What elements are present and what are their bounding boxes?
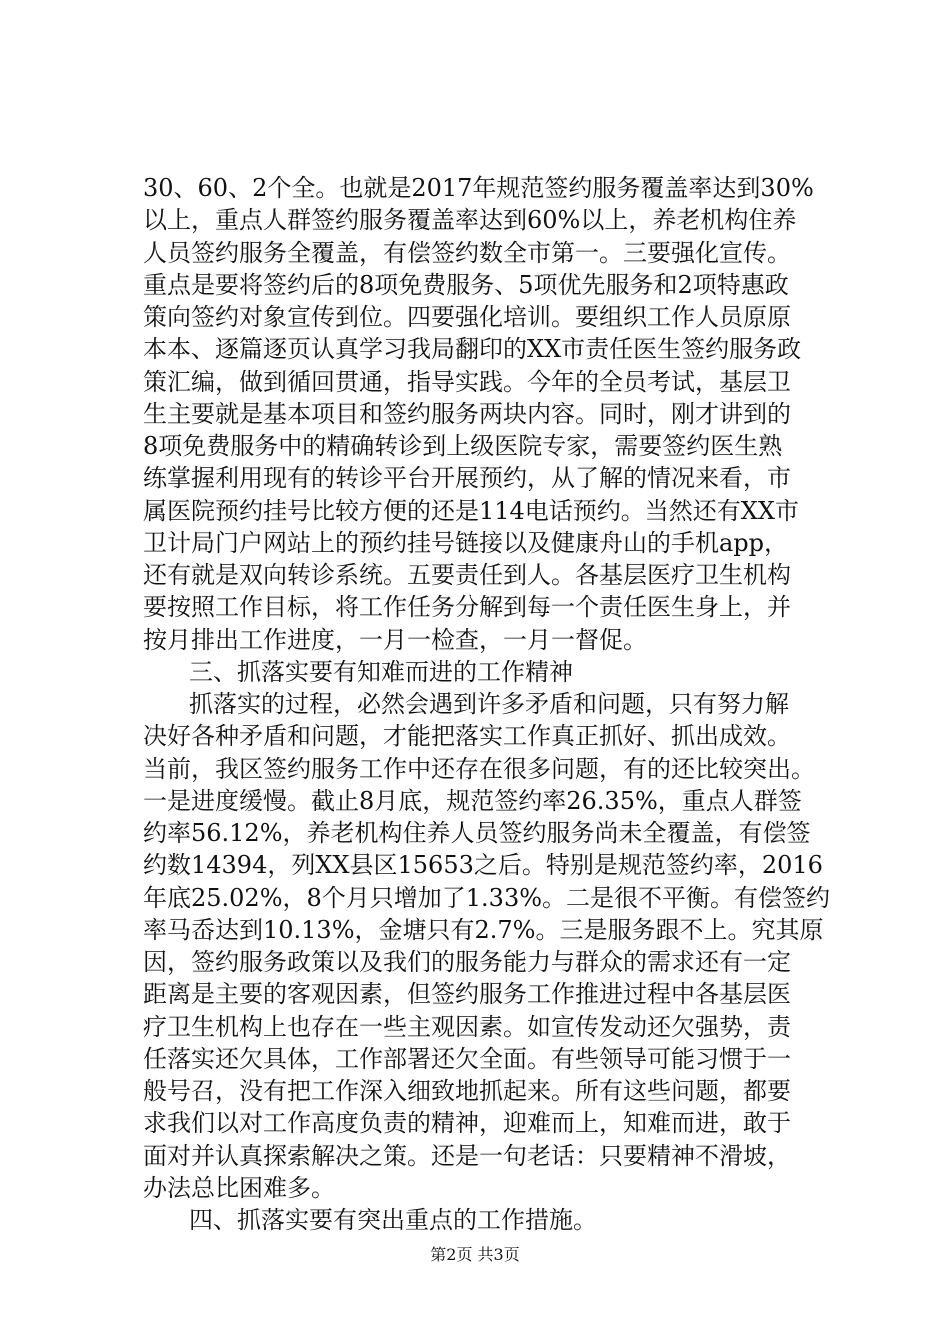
text-line: 策向签约对象宣传到位。四要强化培训。要组织工作人员原原 xyxy=(143,303,791,331)
text-line: 重点是要将签约后的8项免费服务、5项优先服务和2项特惠政 xyxy=(143,270,789,299)
text-line: 卫计局门户网站上的预约挂号链接以及健康舟山的手机app， xyxy=(143,528,789,557)
text-line: 决好各种矛盾和问题，才能把落实工作真正抓好、抓出成效。 xyxy=(143,722,791,751)
text-line: 四、抓落实要有突出重点的工作措施。 xyxy=(189,1206,597,1234)
text-line: 任落实还欠具体，工作部署还欠全面。有些领导可能习惯于一 xyxy=(143,1044,791,1073)
text-line: 还有就是双向转诊系统。五要责任到人。各基层医疗卫生机构 xyxy=(143,561,791,589)
text-line: 面对并认真探索解决之策。还是一句老话：只要精神不滑坡， xyxy=(143,1141,791,1170)
text-line: 办法总比困难多。 xyxy=(143,1173,335,1202)
text-line: 人员签约服务全覆盖，有偿签约数全市第一。三要强化宣传。 xyxy=(143,238,791,267)
page-footer: 第2页 共3页 xyxy=(430,1245,520,1264)
text-line: 30、60、2个全。也就是2017年规范签约服务覆盖率达到30% xyxy=(143,174,814,202)
text-line: 约率56.12%，养老机构住养人员签约服务尚未全覆盖，有偿签 xyxy=(143,819,811,847)
text-line: 抓落实的过程，必然会遇到许多矛盾和问题，只有努力解 xyxy=(189,690,789,718)
text-line: 一是进度缓慢。截止8月底，规范签约率26.35%，重点人群签 xyxy=(143,786,802,815)
text-line: 般号召，没有把工作深入细致地抓起来。所有这些问题，都要 xyxy=(143,1077,791,1105)
text-line: 疗卫生机构上也存在一些主观因素。如宣传发动还欠强势，责 xyxy=(143,1012,791,1041)
text-line: 因，签约服务政策以及我们的服务能力与群众的需求还有一定 xyxy=(143,948,791,976)
text-line: 按月排出工作进度，一月一检查，一月一督促。 xyxy=(143,625,647,654)
text-line: 策汇编，做到循回贯通，指导实践。今年的全员考试，基层卫 xyxy=(143,367,791,396)
text-line: 属医院预约挂号比较方便的还是114电话预约。当然还有XX市 xyxy=(143,496,799,525)
document-body xyxy=(143,172,863,1236)
text-line: 要按照工作目标，将工作任务分解到每一个责任医生身上，并 xyxy=(143,593,791,622)
text-line: 求我们以对工作高度负责的精神，迎难而上，知难而进，敢于 xyxy=(143,1109,791,1138)
text-line: 三、抓落实要有知难而进的工作精神 xyxy=(189,657,573,686)
text-line: 年底25.02%，8个月只增加了1.33%。二是很不平衡。有偿签约 xyxy=(143,883,831,912)
text-line: 8项免费服务中的精确转诊到上级医院专家，需要签约医生熟 xyxy=(143,432,783,460)
text-line: 距离是主要的客观因素，但签约服务工作推进过程中各基层医 xyxy=(143,980,791,1009)
text-line: 当前，我区签约服务工作中还存在很多问题，有的还比较突出。 xyxy=(143,754,815,783)
text-line: 以上，重点人群签约服务覆盖率达到60%以上，养老机构住养 xyxy=(143,206,797,235)
text-line: 约数14394，列XX县区15653之后。特别是规范签约率，2016 xyxy=(143,851,823,880)
text-line: 率马岙达到10.13%，金塘只有2.7%。三是服务跟不上。究其原 xyxy=(143,915,824,944)
text-line: 本本、逐篇逐页认真学习我局翻印的XX市责任医生签约服务政 xyxy=(143,335,802,364)
text-line: 练掌握利用现有的转诊平台开展预约，从了解的情况来看，市 xyxy=(143,464,791,493)
text-line: 生主要就是基本项目和签约服务两块内容。同时，刚才讲到的 xyxy=(143,399,791,428)
